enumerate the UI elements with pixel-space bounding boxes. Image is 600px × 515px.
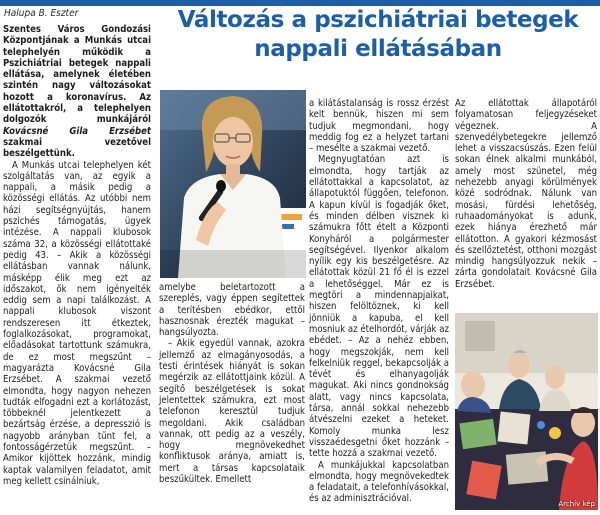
archive-photo <box>455 313 598 510</box>
article-column-2 <box>159 282 305 485</box>
body-paragraph: Megnyugtatóan azt is elmondta, hogy tartják az ellátottakkal a kapcsolatot, az állapotuktól függően, telefonon. A kapun kívül is fogadják őket, és minden délben visznek ki számukra főtt ételt a Központi Konyháról a polgármester segítségével. Ilyenkor alkalom nyílik egy kis beszélgetésre. Az ellátottak közül 21 fő él is ezzel a lehetőséggel. Már ez is megtöri a mindennapjaikat, hiszen felöltöznek, ki kell jönniük a kapuba, el kell mosniuk az ételhordót, várják az ebédet. – Az a nehéz ebben, hogy megszokják, nem kell felkelniük reggel, bekapcsolják a tévét és elhanyagolják magukat. Aki nincs gondnokság alatt, vagy nincs kapcsolata, társa, annál sokkal nehezebb átvészelni ezeket a heteket. Komoly munka lesz visszaédesgetni őket hozzánk – tette hozzá a szakmai vezető. <box>309 154 449 460</box>
body-paragraph: Az ellátottak állapotáról folyamatosan feljegyzéseket végeznek. A szenvedélybetegekre jellemző lehet a visszacsúszás. Ezen felül sokan élnek alkalmi munkából, amely most szünetel, még nehezebb anyagi körülmények közé sodródnak. Nálunk van mosási, fürdési lehetőség, ruhaadományokat is adunk, ezek hiánya érezhető már ellátotton. A gyakori kézmosást és szellőztetést, otthoni mozgást mindig hangsúlyozzuk nekik – zárta gondolatait Kovácsné Gila Erzsébet. <box>455 98 597 290</box>
article-column-3 <box>309 98 449 505</box>
article-headline: Változás a pszichiátriai betegek nappali ellátásában <box>177 7 579 62</box>
body-paragraph: amelybe beletartozott a szereplés, vagy éppen segítettek a terítésben ebédkor, ettől hasznosnak érezték magukat – hangsúlyozta. <box>159 282 305 339</box>
body-paragraph: A Munkás utcai telephelyen két szolgáltatás van, az egyik a nappali, a másik pedig a közösségi ellátás. Az utóbbi nem házi segítségnyújtás, hanem pszichés támogatás, ügyek intézése. A nappali klubosok száma 32, a közösségi ellátottaké pedig 43. – Akik a közösségi ellátásban vannak nálunk, másképp élik meg ezt az időszakot, ők nem igényelték eddig sem a napi találkozást. A nappali klubosok viszont rendszeresen itt étkeztek, foglalkozásokat, programokat, előadásokat tartottunk számukra, de ez most megszűnt – magyarázta Kovácsné Gila Erzsébet. A szakmai vezető elmondta, hogy nagyon nehezen tudták elfogadni ezt a korlátozást, többeknél jelentkezett a bezártság érzése, a depresszió is nagyobb arányban tűnt fel, a fontosságérzetük megszűnt. – Amikor kijöttek hozzánk, mindig kaptak valamilyen feladatot, amit meg kellett csinálniuk, <box>3 159 151 487</box>
body-paragraph: A munkájukkal kapcsolatban elmondta, hogy megnövekedtek a feladatait, a telefonhívásokkal, és az adminisztrációval. <box>309 459 449 505</box>
speaker-illustration <box>160 90 306 278</box>
body-paragraph: a kilátástalanság is rossz érzést kelt bennük, hiszen mi sem tudjuk megmondani, hogy meddig fog ez a helyzet tartani – mesélte a szakmai vezető. <box>309 98 449 155</box>
article-lead: Szentes Város Gondozási Központjának a Munkás utcai telephelyén működik a Pszichiátriai betegek nappali ellátása, amelynek életében szintén nagy változásokat hozott a koronavírus. Az ellátottakról, a telephelyen dolgozók munkájáról Kovácsné Gila Erzsébet szakmai vezetővel beszélgettünk. <box>3 24 151 160</box>
author-byline: Halupa B. Eszter <box>4 8 79 19</box>
craft-group-illustration <box>455 313 598 510</box>
photo-caption: Archív kép <box>558 500 595 508</box>
article-column-4 <box>455 98 597 290</box>
article-column-1 <box>3 24 151 487</box>
speaker-photo <box>160 90 306 278</box>
body-paragraph: – Akik egyedül vannak, azokra jellemző az elmagányosodás, a testi érintések hiányát is sokan megérzik az ellátottjaink közül. A segítő beszélgetések is sokat jelentettek számukra, ezt most telefonon keresztül tudjuk megoldani. Akik családban vannak, ott pedig az a veszély, hogy megnövekedhet konfliktusok aránya, amiatt is, mert a társas kapcsolataik beszűkültek. Emellett <box>159 338 305 486</box>
